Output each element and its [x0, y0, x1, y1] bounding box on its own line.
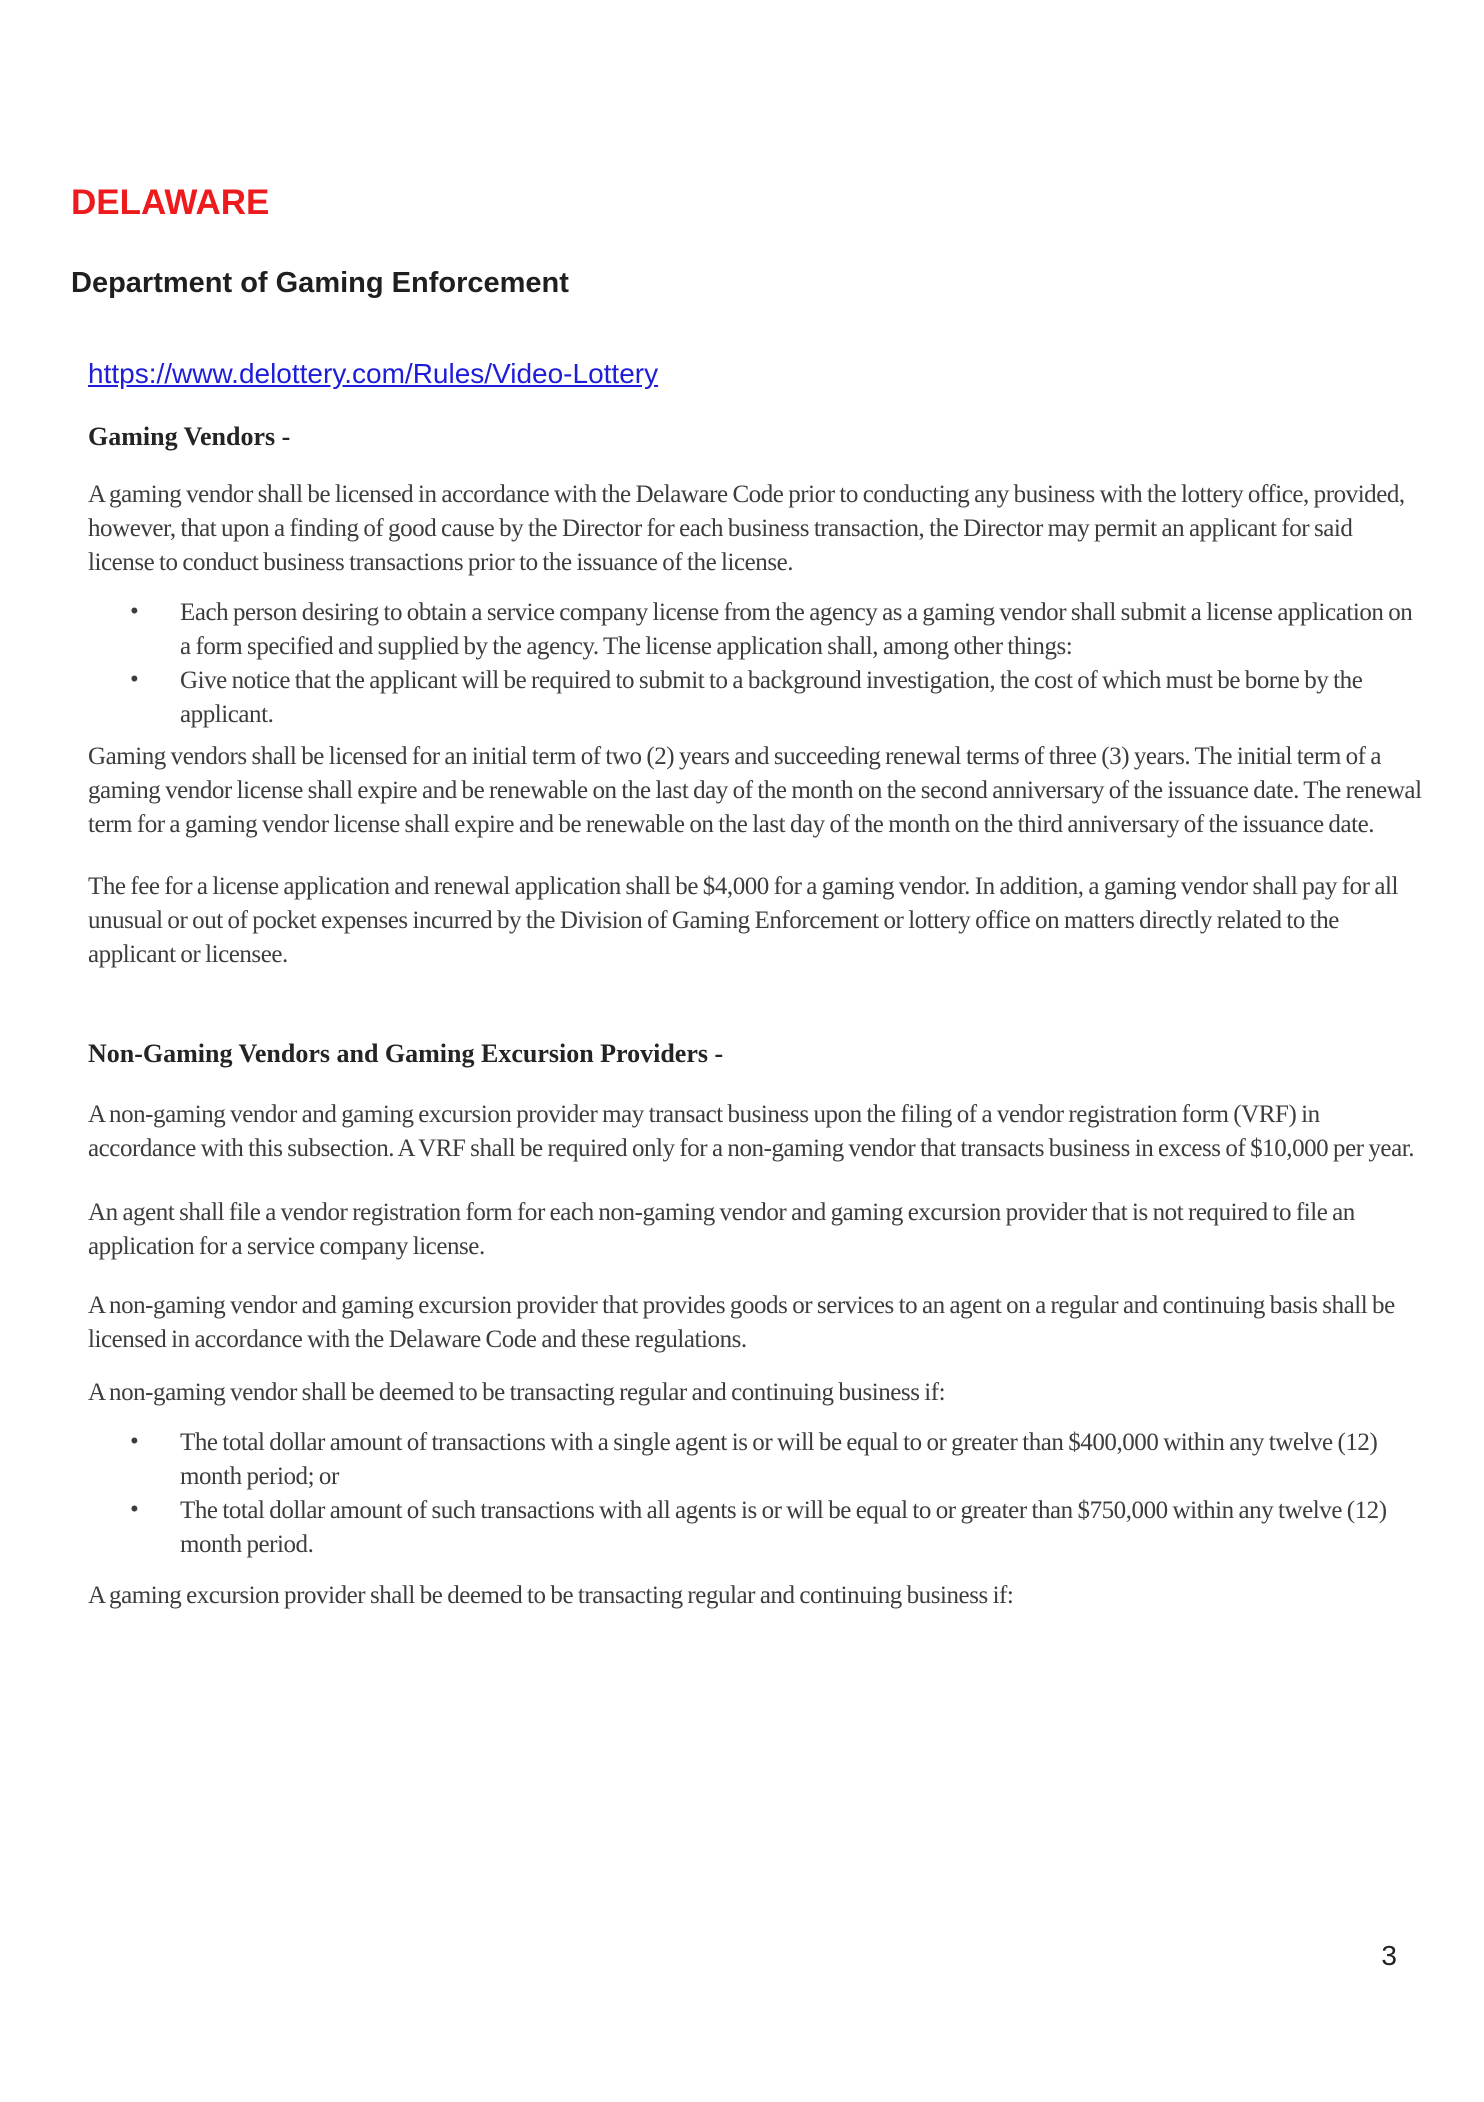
video-lottery-link[interactable]: https://www.delottery.com/Rules/Video-Lottery — [88, 358, 659, 389]
link-line — [88, 355, 1423, 393]
paragraph-regular-continuing: A non-gaming vendor and gaming excursion provider that provides goods or services to an agent on a regular and continuing basis shall be licensed in accordance with the Delaware Code and these regulations. — [88, 1292, 1395, 1353]
paragraph-vrf: A non-gaming vendor and gaming excursion provider may transact business upon the filing of a vendor registration form (VRF) in accordance with this subsection. A VRF shall be required only for a non-gaming vendor that transacts business in excess of $10,000 per year. — [88, 1101, 1415, 1162]
paragraph-license-terms: Gaming vendors shall be licensed for an initial term of two (2) years and succeeding renewal terms of three (3) years. The initial term of a gaming vendor license shall expire and be renewable on the last day of the month on the second anniversary of the issuance date. The renewal term for a gaming vendor license shall expire and be renewable on the last day of the month on the third anniversary of the issuance date. — [88, 743, 1422, 838]
bullet-icon: • — [130, 666, 139, 693]
paragraph-deemed-vendor: A non-gaming vendor shall be deemed to be transacting regular and continuing business if: — [88, 1379, 946, 1406]
paragraph-deemed-excursion: A gaming excursion provider shall be deemed to be transacting regular and continuing business if: — [88, 1582, 1014, 1609]
bullet-item — [88, 1426, 1423, 1494]
paragraph-agent-filing: An agent shall file a vendor registration form for each non-gaming vendor and gaming excursion provider that is not required to file an application for a service company license. — [88, 1199, 1355, 1260]
page-number: 3 — [1381, 1940, 1397, 1971]
department-heading: Department of Gaming Enforcement — [71, 267, 569, 299]
paragraph-gaming-vendor-intro: A gaming vendor shall be licensed in accordance with the Delaware Code prior to conducting any business with the lottery office, provided, however, that upon a finding of good cause by the Director for each business transaction, the Director may permit an applicant for said license to conduct business transactions prior to the issuance of the license. — [88, 481, 1405, 576]
bullet-list — [88, 596, 1423, 732]
bullet-icon: • — [130, 1428, 139, 1455]
bullet-list — [88, 1426, 1423, 1562]
section-heading-gaming-vendors: Gaming Vendors - — [88, 422, 291, 451]
paragraph-license-fee: The fee for a license application and renewal application shall be $4,000 for a gaming vendor. In addition, a gaming vendor shall pay for all unusual or out of pocket expenses incurred by the Division of Gaming Enforcement or lottery office on matters directly related to the applicant or licensee. — [88, 873, 1398, 968]
bullet-item — [88, 664, 1423, 732]
document-page — [0, 182, 1484, 2102]
bullet-icon: • — [130, 598, 139, 625]
bullet-item — [88, 1494, 1423, 1562]
bullet-text: The total dollar amount of such transactions with all agents is or will be equal to or greater than $750,000 within any twelve (12) month period. — [180, 1497, 1387, 1558]
section-heading-non-gaming-vendors: Non-Gaming Vendors and Gaming Excursion Providers - — [88, 1039, 724, 1068]
page-title: DELAWARE — [71, 183, 270, 222]
bullet-icon: • — [130, 1496, 139, 1523]
bullet-text: Give notice that the applicant will be required to submit to a background investigation, the cost of which must be borne by the applicant. — [180, 667, 1363, 728]
bullet-text: Each person desiring to obtain a service company license from the agency as a gaming vendor shall submit a license application on a form specified and supplied by the agency. The license application shall, among other things: — [180, 599, 1413, 660]
bullet-item — [88, 596, 1423, 664]
bullet-text: The total dollar amount of transactions with a single agent is or will be equal to or greater than $400,000 within any twelve (12) month period; or — [180, 1429, 1378, 1490]
